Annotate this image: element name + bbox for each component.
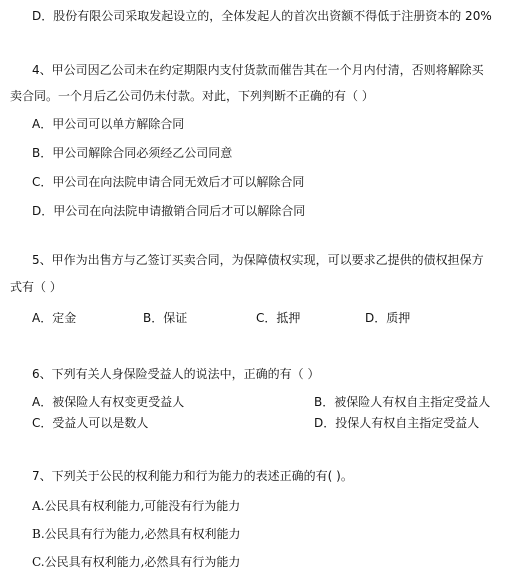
q7-stem: 7、下列关于公民的权利能力和行为能力的表述正确的有( )。 — [32, 469, 353, 483]
q4-option-b: B．甲公司解除合同必须经乙公司同意 — [32, 146, 233, 160]
q6-stem: 6、下列有关人身保险受益人的说法中，正确的有（ ） — [32, 367, 320, 381]
q4-stem-line2: 卖合同。一个月后乙公司仍未付款。对此，下列判断不正确的有（ ） — [10, 89, 374, 103]
q5-option-a: A．定金 — [32, 311, 77, 325]
q5-option-d: D．质押 — [365, 311, 411, 325]
q6-option-c: C．受益人可以是数人 — [32, 416, 149, 430]
prev-question-option-d: D．股份有限公司采取发起设立的，全体发起人的首次出资额不得低于注册资本的 20% — [32, 9, 492, 23]
q6-option-b: B．被保险人有权自主指定受益人 — [314, 395, 491, 409]
q6-option-a: A．被保险人有权变更受益人 — [32, 395, 185, 409]
q4-stem-line1: 4、甲公司因乙公司未在约定期限内支付货款而催告其在一个月内付清，否则将解除买 — [32, 63, 484, 77]
q5-option-c: C．抵押 — [256, 311, 301, 325]
q4-option-d: D．甲公司在向法院申请撤销合同后才可以解除合同 — [32, 204, 306, 218]
q4-option-c: C．甲公司在向法院申请合同无效后才可以解除合同 — [32, 175, 305, 189]
q6-option-d: D．投保人有权自主指定受益人 — [314, 416, 480, 430]
q4-option-a: A．甲公司可以单方解除合同 — [32, 117, 185, 131]
q5-stem-line1: 5、甲作为出售方与乙签订买卖合同，为保障债权实现，可以要求乙提供的债权担保方 — [32, 253, 484, 267]
q5-stem-line2: 式有（ ） — [10, 280, 62, 294]
q5-option-b: B．保证 — [143, 311, 188, 325]
q7-option-c: C.公民具有权利能力,必然具有行为能力 — [32, 555, 241, 569]
q7-option-a: A.公民具有权利能力,可能没有行为能力 — [32, 499, 241, 513]
q7-option-b: B.公民具有行为能力,必然具有权利能力 — [32, 527, 241, 541]
